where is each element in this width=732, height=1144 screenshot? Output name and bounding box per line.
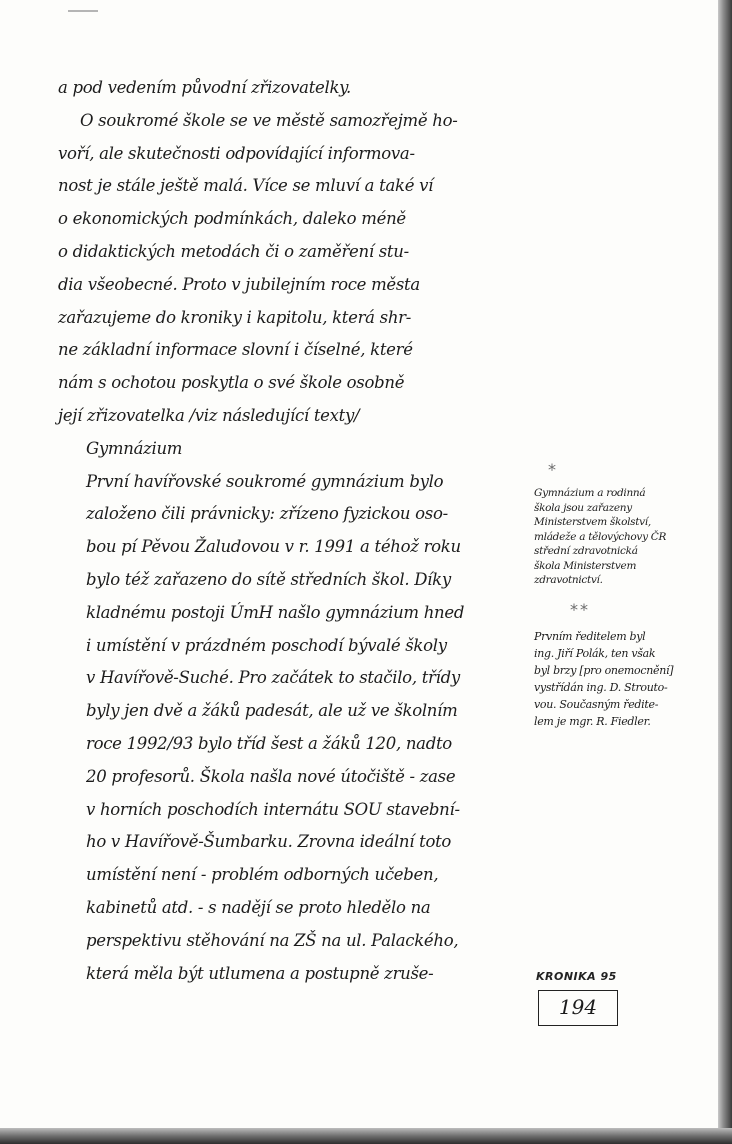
text-line: v horních poschodích internátu SOU stavební- xyxy=(86,799,460,819)
note-line: vou. Současným ředite- xyxy=(534,698,659,711)
text-line: První havířovské soukromé gymnázium bylo xyxy=(86,471,444,491)
text-line: ne základní informace slovní i číselné, které xyxy=(58,340,413,360)
text-line: i umístění v prázdném poschodí bývalé školy xyxy=(86,635,447,655)
text-line: O soukromé škole se ve městě samozřejmě ho- xyxy=(80,110,458,130)
section-heading: Gymnázium xyxy=(86,438,183,458)
page-edge-shadow xyxy=(0,1128,732,1144)
note-line: byl brzy [pro onemocnění] xyxy=(534,664,674,677)
note-line: lem je mgr. R. Fiedler. xyxy=(534,715,651,728)
text-line: dia všeobecné. Proto v jubilejním roce města xyxy=(58,274,420,294)
page-number: 194 xyxy=(558,995,598,1019)
text-line: v Havířově-Suché. Pro začátek to stačilo, třídy xyxy=(86,668,460,688)
note-line: střední zdravotnická xyxy=(534,545,638,557)
text-line: byly jen dvě a žáků padesát, ale už ve školním xyxy=(86,701,458,721)
text-line: bou pí Pěvou Žaludovou v r. 1991 a téhož roku xyxy=(86,537,461,557)
text-line: nám s ochotou poskytla o své škole osobně xyxy=(58,373,405,393)
text-line: bylo též zařazeno do sítě středních škol. Díky xyxy=(86,569,451,589)
main-handwritten-text xyxy=(58,72,528,990)
note-line: Ministerstvem školství, xyxy=(534,516,651,528)
margin-note-directors xyxy=(534,628,714,730)
note-line: Gymnázium a rodinná xyxy=(534,487,646,499)
text-line: roce 1992/93 bylo tříd šest a žáků 120, nadto xyxy=(86,733,452,753)
text-line: nost je stále ještě malá. Více se mluví a také ví xyxy=(58,176,434,196)
text-line: o ekonomických podmínkách, daleko méně xyxy=(58,209,406,229)
text-line: 20 profesorů. Škola našla nové útočiště - zase xyxy=(86,766,456,786)
scan-mark xyxy=(68,10,98,12)
note-line: mládeže a tělovýchovy ČR xyxy=(534,530,667,543)
text-line: o didaktických metodách či o zaměření stu- xyxy=(58,241,409,261)
chronicle-label: KRONIKA 95 xyxy=(536,970,617,983)
text-line: její zřizovatelka /viz následující texty/ xyxy=(58,405,360,425)
text-line: voří, ale skutečnosti odpovídající informova- xyxy=(58,143,415,163)
text-line: která měla být utlumena a postupně zruše- xyxy=(86,963,434,983)
text-line: zařazujeme do kroniky i kapitolu, která shr- xyxy=(58,307,412,327)
text-line: perspektivu stěhování na ZŠ na ul. Palackého, xyxy=(86,930,459,950)
text-line: založeno čili právnicky: zřízeno fyzickou oso- xyxy=(86,504,448,524)
note-line: škola jsou zařazeny xyxy=(534,501,632,514)
text-line: kladnému postoji ÚmH našlo gymnázium hned xyxy=(86,602,465,622)
note-line: škola Ministerstvem xyxy=(534,559,637,572)
footnote-marker: * xyxy=(548,460,556,479)
page-number-box xyxy=(538,990,618,1026)
text-line: umístění není - problém odborných učeben, xyxy=(86,865,439,885)
note-line: ing. Jiří Polák, ten však xyxy=(534,647,656,660)
footnote-marker: ** xyxy=(570,600,590,619)
note-line: vystřídán ing. D. Strouto- xyxy=(534,681,668,694)
text-line: ho v Havířově-Šumbarku. Zrovna ideální toto xyxy=(86,832,452,852)
page-edge-shadow xyxy=(718,0,732,1144)
note-line: zdravotnictví. xyxy=(534,574,603,586)
text-line: kabinetů atd. - s nadějí se proto hledělo na xyxy=(86,897,431,917)
text-line: a pod vedením původní zřizovatelky. xyxy=(58,78,351,97)
note-line: Prvním ředitelem byl xyxy=(534,630,646,643)
margin-note-school-classification xyxy=(534,486,714,588)
